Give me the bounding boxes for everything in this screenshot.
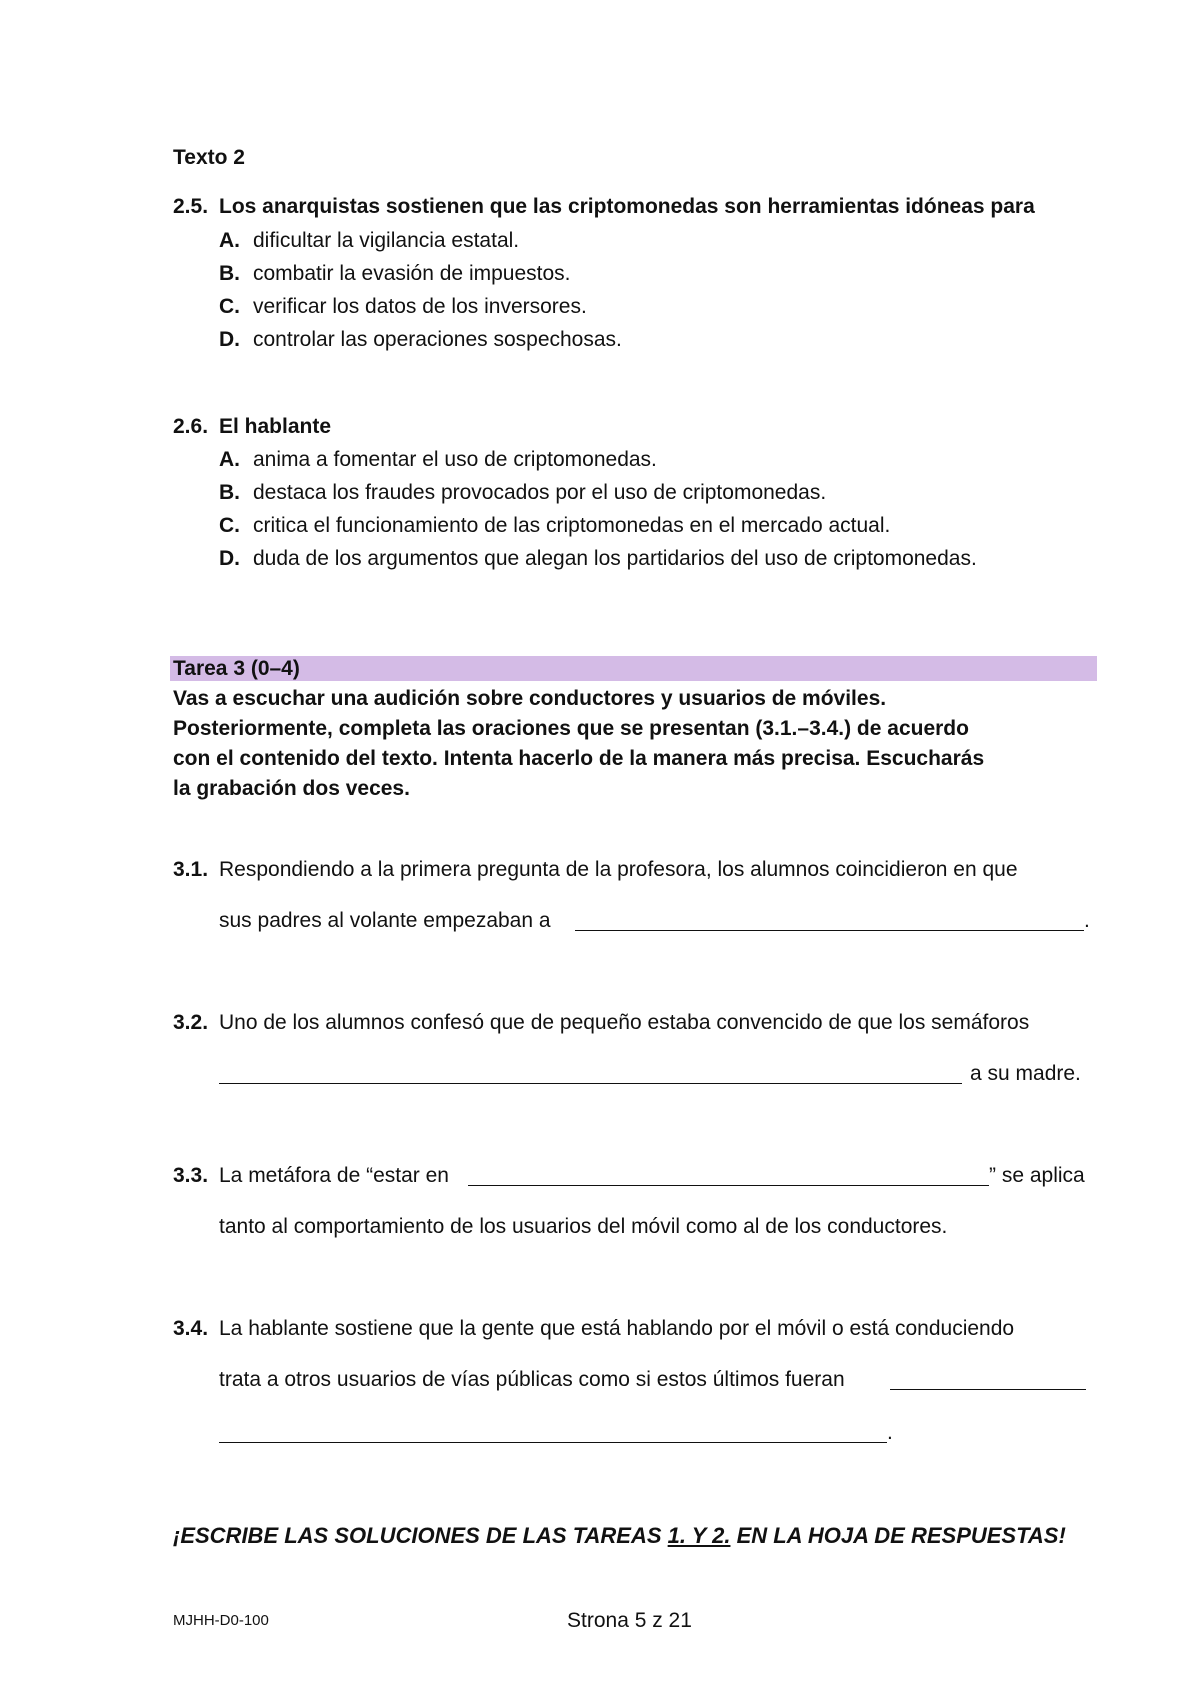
sentence-end: .	[887, 1421, 893, 1444]
final-note-prefix: ¡ESCRIBE LAS SOLUCIONES DE LAS TAREAS	[173, 1523, 668, 1548]
option-text: duda de los argumentos que alegan los partidarios del uso de criptomonedas.	[253, 547, 977, 570]
instruction-line: Vas a escuchar una audición sobre conductores y usuarios de móviles.	[173, 687, 887, 710]
question-number: 3.1.	[173, 858, 209, 881]
question-number: 3.2.	[173, 1011, 209, 1034]
answer-blank[interactable]	[575, 930, 1084, 931]
question-text: a su madre.	[970, 1062, 1081, 1085]
option-text: anima a fomentar el uso de criptomonedas.	[253, 448, 657, 471]
option-text: destaca los fraudes provocados por el uso de criptomonedas.	[253, 481, 827, 504]
question-number: 3.4.	[173, 1317, 209, 1340]
question-text: Uno de los alumnos confesó que de pequeño estaba convencido de que los semáforos	[219, 1011, 1030, 1034]
question-text: sus padres al volante empezaban a	[219, 909, 551, 932]
question-text: La metáfora de “estar en	[219, 1164, 449, 1187]
texto-heading: Texto 2	[173, 146, 245, 169]
final-note-underlined: 1. Y 2.	[667, 1523, 731, 1548]
instruction-line: Posteriormente, completa las oraciones que se presentan (3.1.–3.4.) de acuerdo	[173, 717, 969, 740]
question-text: tanto al comportamiento de los usuarios del móvil como al de los conductores.	[219, 1215, 948, 1238]
instruction-line: con el contenido del texto. Intenta hacerlo de la manera más precisa. Escucharás	[173, 747, 985, 770]
question-number: 3.3.	[173, 1164, 209, 1187]
option-letter: D.	[219, 547, 240, 570]
tarea-3-highlight-band	[170, 656, 1097, 681]
option-letter: C.	[219, 514, 240, 537]
option-letter: A.	[219, 229, 240, 252]
question-stem: El hablante	[219, 415, 332, 438]
option-letter: A.	[219, 448, 240, 471]
option-letter: C.	[219, 295, 240, 318]
answer-blank[interactable]	[219, 1442, 887, 1443]
instruction-line: la grabación dos veces.	[173, 777, 410, 800]
question-number: 2.6.	[173, 415, 209, 438]
option-text: controlar las operaciones sospechosas.	[253, 328, 622, 351]
option-letter: D.	[219, 328, 240, 351]
option-letter: B.	[219, 262, 240, 285]
answer-blank[interactable]	[468, 1185, 989, 1186]
option-letter: B.	[219, 481, 240, 504]
question-text: ” se aplica	[989, 1164, 1085, 1187]
sentence-end: .	[1084, 909, 1090, 932]
question-text: Respondiendo a la primera pregunta de la profesora, los alumnos coincidieron en que	[219, 858, 1018, 881]
question-text: La hablante sostiene que la gente que está hablando por el móvil o está conduciendo	[219, 1317, 1015, 1340]
option-text: verificar los datos de los inversores.	[253, 295, 587, 318]
question-text: trata a otros usuarios de vías públicas como si estos últimos fueran	[219, 1368, 845, 1391]
question-number: 2.5.	[173, 195, 209, 218]
final-note-suffix: EN LA HOJA DE RESPUESTAS!	[730, 1523, 1066, 1548]
option-text: dificultar la vigilancia estatal.	[253, 229, 520, 252]
final-instruction-note	[173, 1522, 1066, 1550]
footer-page-number: Strona 5 z 21	[567, 1609, 692, 1632]
option-text: combatir la evasión de impuestos.	[253, 262, 571, 285]
question-stem: Los anarquistas sostienen que las criptomonedas son herramientas idóneas para	[219, 195, 1035, 218]
answer-blank[interactable]	[890, 1389, 1086, 1390]
footer-exam-code: MJHH-D0-100	[173, 1612, 269, 1629]
option-text: critica el funcionamiento de las criptomonedas en el mercado actual.	[253, 514, 891, 537]
answer-blank[interactable]	[219, 1083, 962, 1084]
tarea-3-title: Tarea 3 (0–4)	[173, 657, 300, 680]
